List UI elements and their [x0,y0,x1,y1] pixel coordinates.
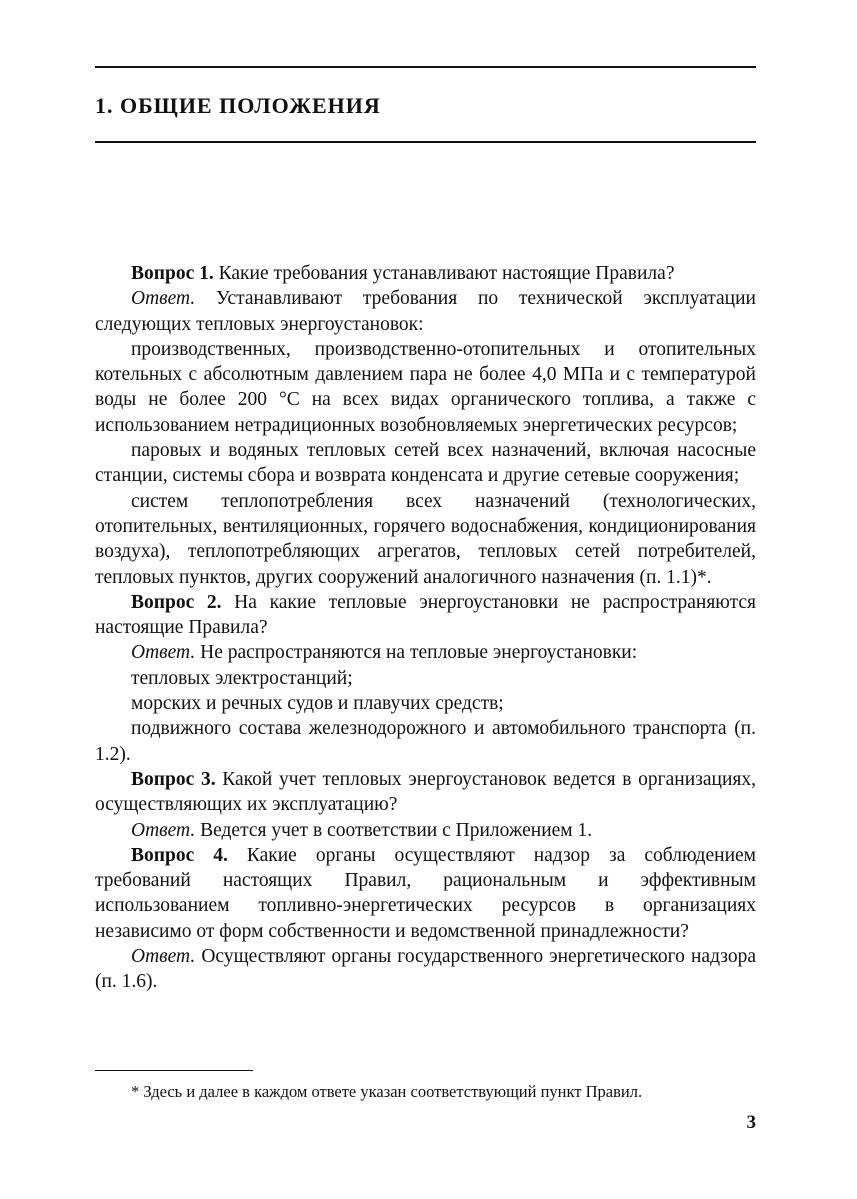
answer-1-item: производственных, производственно-отопительных и отопительных котельных с абсолютным давлением пара не более 4,0 МПа и с температурой воды не более 200 °С на всех видах органического топлива, а также с использованием нетрадиционных возобновляемых энергетических ресурсов; [95,338,756,436]
answer-2 [95,640,756,665]
question-2 [95,590,756,641]
answer-1-item: паровых и водяных тепловых сетей всех назначений, включая насосные станции, системы сбора и возврата конденсата и другие сетевые сооружения; [95,440,756,487]
question-label: Вопрос 4. [131,844,228,866]
answer-text: Не распространяются на тепловые энергоустановки: [195,642,638,664]
question-text: На какие тепловые энергоустановки не распространяются настоящие Правила? [95,591,756,639]
answer-text: Ведется учет в соответствии с Приложением 1. [195,819,593,841]
question-3 [95,767,756,818]
footnote-rule [95,1070,253,1071]
answer-3 [95,818,756,843]
question-text: Какие требования устанавливают настоящие Правила? [213,263,675,284]
answer-label: Ответ. [131,819,196,841]
top-rule [95,66,756,68]
answer-label: Ответ. [131,946,196,968]
footnote: * Здесь и далее в каждом ответе указан соответствующий пункт Правил. [131,1082,643,1101]
question-4 [95,843,756,944]
question-label: Вопрос 2. [131,591,222,613]
answer-text: Осуществляют органы государственного энергетического надзора (п. 1.6). [95,946,756,993]
question-text: Какой учет тепловых энергоустановок ведется в организациях, осуществляющих их эксплуатацию? [95,768,756,816]
answer-4 [95,944,756,995]
chapter-title: 1. ОБЩИЕ ПОЛОЖЕНИЯ [95,93,381,118]
title-bottom-rule [95,141,756,143]
answer-2-item: морских и речных судов и плавучих средств; [131,693,504,715]
question-label: Вопрос 1. [131,263,214,284]
answer-text: Устанавливают требования по технической эксплуатации следующих тепловых энергоустановок: [95,288,756,335]
answer-label: Ответ. [131,642,196,664]
answer-2-item: тепловых электростанций; [131,667,353,689]
question-label: Вопрос 3. [131,768,216,790]
question-1 [95,261,756,286]
answer-label: Ответ. [131,288,196,310]
answer-1 [95,286,756,337]
page-number: 3 [746,1112,756,1133]
main-text [95,261,756,995]
answer-2-item: подвижного состава железнодорожного и автомобильного транспорта (п. 1.2). [95,718,756,765]
answer-1-item: систем теплопотребления всех назначений (технологических, отопительных, вентиляционных, горячего водоснабжения, кондиционирования воздуха), теплопотребляющих агрегатов, тепловых сетей потребителей, тепловых пунктов, других сооружений аналогичного назначения (п. 1.1)*. [95,490,756,588]
question-text: Какие органы осуществляют надзор за соблюдением требований настоящих Правил, рациональным и эффективным использованием топливно-энергетических ресурсов в организациях независимо от форм собственности и ведомственной принадлежности? [95,844,756,942]
